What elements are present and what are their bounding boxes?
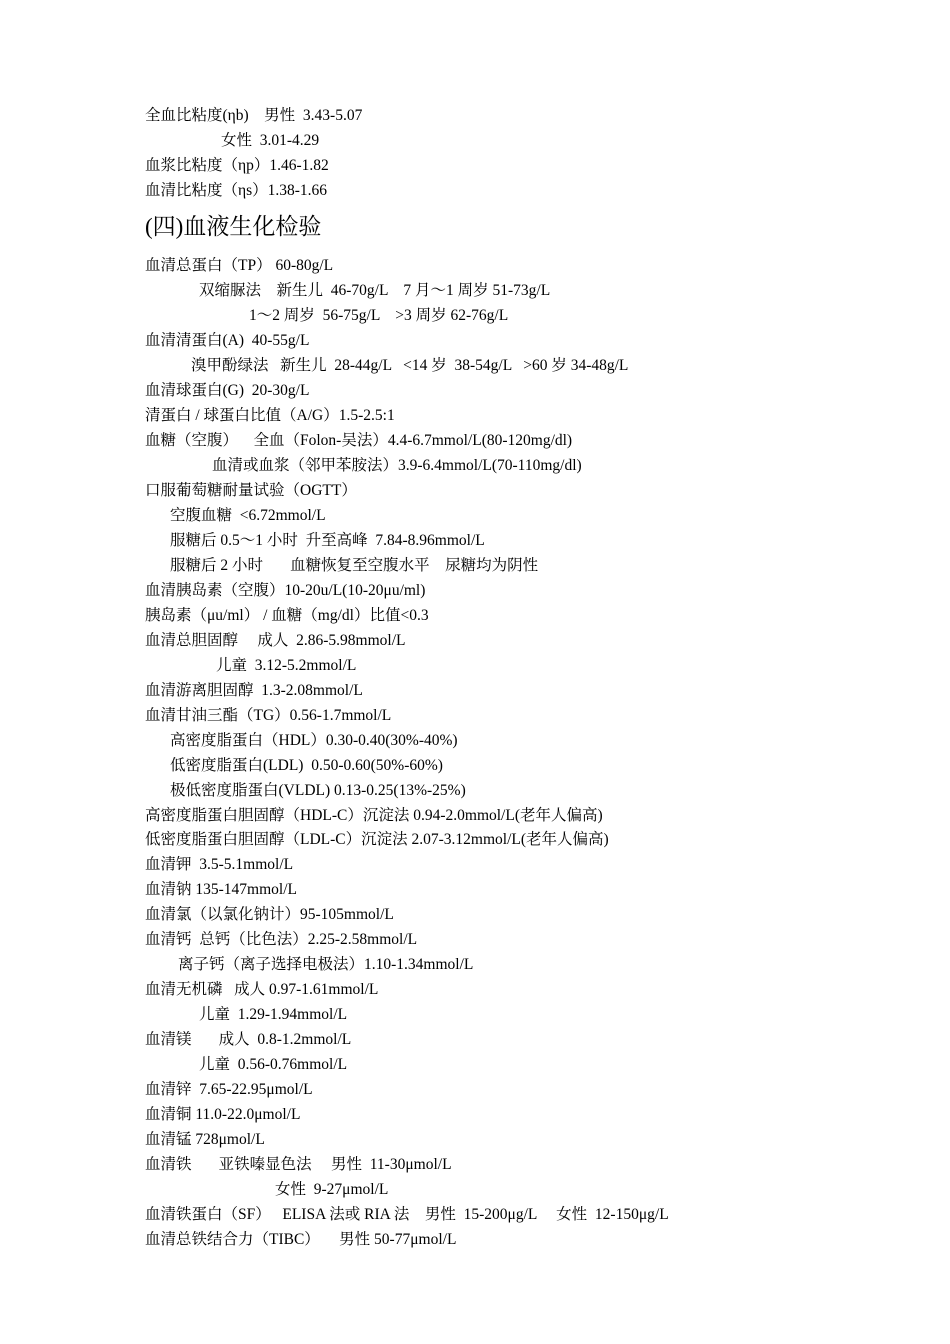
text-line: 血清总蛋白（TP） 60-80g/L — [145, 257, 334, 274]
text-line: 血清球蛋白(G) 20-30g/L — [145, 382, 310, 399]
text-line: 血清钾 3.5-5.1mmol/L — [145, 856, 294, 873]
text-line: 低密度脂蛋白胆固醇（LDL-C）沉淀法 2.07-3.12mmol/L(老年人偏高) — [145, 831, 609, 848]
text-line: 血清游离胆固醇 1.3-2.08mmol/L — [145, 682, 363, 699]
text-line: 血浆比粘度（ηp）1.46-1.82 — [145, 157, 329, 174]
text-line: 女性 3.01-4.29 — [221, 132, 320, 149]
text-line: 清蛋白 / 球蛋白比值（A/G）1.5-2.5:1 — [145, 407, 395, 424]
text-line: 儿童 3.12-5.2mmol/L — [216, 657, 357, 674]
text-line: 血糖（空腹） 全血（Folon-吴法）4.4-6.7mmol/L(80-120mg/dl) — [145, 432, 573, 449]
text-line: 低密度脂蛋白(LDL) 0.50-0.60(50%-60%) — [170, 757, 443, 774]
text-line: 血清或血浆（邻甲苯胺法）3.9-6.4mmol/L(70-110mg/dl) — [212, 457, 582, 474]
text-line: 极低密度脂蛋白(VLDL) 0.13-0.25(13%-25%) — [170, 782, 466, 799]
text-line: 儿童 0.56-0.76mmol/L — [199, 1056, 348, 1073]
text-line: 血清铁 亚铁嗪显色法 男性 11-30μmol/L — [145, 1156, 452, 1173]
text-line: 高密度脂蛋白（HDL）0.30-0.40(30%-40%) — [170, 732, 458, 749]
section-heading: (四)血液生化检验 — [145, 214, 322, 239]
text-line: 血清钙 总钙（比色法）2.25-2.58mmol/L — [145, 931, 418, 948]
text-line: 口服葡萄糖耐量试验（OGTT） — [145, 482, 357, 499]
text-line: 血清比粘度（ηs）1.38-1.66 — [145, 182, 328, 199]
text-line: 血清锌 7.65-22.95μmol/L — [145, 1081, 313, 1098]
text-line: 儿童 1.29-1.94mmol/L — [199, 1006, 348, 1023]
text-line: 血清氯（以氯化钠计）95-105mmol/L — [145, 906, 394, 923]
text-line: 空腹血糖 <6.72mmol/L — [170, 507, 326, 524]
text-line: 血清铁蛋白（SF） ELISA 法或 RIA 法 男性 15-200μg/L 女性 12-150μg/L — [145, 1206, 669, 1223]
text-line: 血清镁 成人 0.8-1.2mmol/L — [145, 1031, 352, 1048]
text-line: 血清钠 135-147mmol/L — [145, 881, 297, 898]
text-line: 血清无机磷 成人 0.97-1.61mmol/L — [145, 981, 379, 998]
text-line: 血清锰 728μmol/L — [145, 1131, 265, 1148]
text-line: 血清总胆固醇 成人 2.86-5.98mmol/L — [145, 632, 406, 649]
text-line: 全血比粘度(ηb) 男性 3.43-5.07 — [145, 107, 363, 124]
text-line: 双缩脲法 新生儿 46-70g/L 7 月～1 周岁 51-73g/L — [199, 282, 551, 299]
text-line: 血清胰岛素（空腹）10-20u/L(10-20μu/ml) — [145, 582, 426, 599]
text-line: 溴甲酚绿法 新生儿 28-44g/L <14 岁 38-54g/L >60 岁 34-48g/L — [191, 357, 629, 374]
text-line: 1～2 周岁 56-75g/L >3 周岁 62-76g/L — [249, 307, 509, 324]
text-line: 血清铜 11.0-22.0μmol/L — [145, 1106, 301, 1123]
text-line: 血清甘油三酯（TG）0.56-1.7mmol/L — [145, 707, 392, 724]
text-line: 女性 9-27μmol/L — [275, 1181, 389, 1198]
text-line: 服糖后 2 小时 血糖恢复至空腹水平 尿糖均为阴性 — [170, 557, 539, 574]
text-line: 血清清蛋白(A) 40-55g/L — [145, 332, 310, 349]
text-line: 血清总铁结合力（TIBC） 男性 50-77μmol/L — [145, 1231, 457, 1248]
text-line: 服糖后 0.5～1 小时 升至高峰 7.84-8.96mmol/L — [170, 532, 485, 549]
text-line: 胰岛素（μu/ml） / 血糖（mg/dl）比值<0.3 — [145, 607, 429, 624]
text-line: 高密度脂蛋白胆固醇（HDL-C）沉淀法 0.94-2.0mmol/L(老年人偏高) — [145, 807, 603, 824]
text-line: 离子钙（离子选择电极法）1.10-1.34mmol/L — [178, 956, 474, 973]
